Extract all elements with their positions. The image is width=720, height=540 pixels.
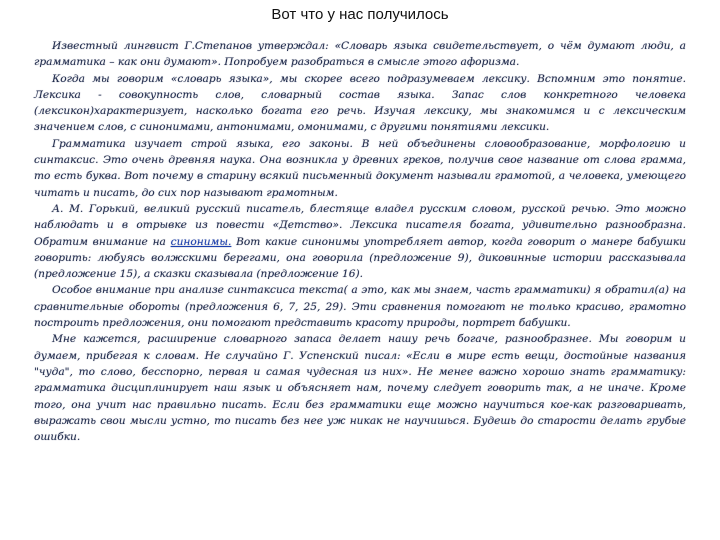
paragraph-4-before: А. М. Горький, великий русский писатель, блестяще владел русским словом, русской речью. Это можно наблюдать и в отрывке из повести «Детство». Лексика писателя богата, удивительно разнообразна. Обратим внимание на: [34, 202, 686, 248]
paragraph-2: Когда мы говорим «словарь языка», мы скорее всего подразумеваем лексику. Вспомним это понятие. Лексика - совокупность слов, словарный состав языка. Запас слов конкретного человека (лексикон)характеризует, насколько богата его речь. Изучая лексику, мы знакомимся и с лексическим значением слов, с синонимами, антонимами, омонимами, с другими понятиями лексики.: [34, 72, 686, 134]
paragraph-1: Известный лингвист Г.Степанов утверждал: «Словарь языка свидетельствует, о чём думают люди, а грамматика – как они думают». Попробуем разобраться в смысле этого афоризма.: [34, 40, 686, 69]
paragraph-4-after: Вот какие синонимы употребляет автор, когда говорит о манере бабушки говорить: любуясь волжскими берегами, она говорила (предложение 9), диковинные истории рассказывала (предложение 15), а сказки сказывала (предложение 16).: [34, 235, 687, 281]
synonyms-link[interactable]: синонимы.: [170, 235, 232, 248]
paragraph-5: Особое внимание при анализе синтаксиса текста( а это, как мы знаем, часть грамматики) я обратил(а) на сравнительные обороты (предложения 6, 7, 25, 29). Эти сравнения помогают не только красиво, грамотно построить предложения, они помогают представить красоту природы, портрет бабушки.: [34, 284, 686, 330]
paragraph-6: Мне кажется, расширение словарного запаса делает нашу речь богаче, разнообразнее. Мы говорим и думаем, прибегая к словам. Не случайно Г. Успенский писал: «Если в мире есть вещи, достойные названия "чуда", то слово, бесспорно, первая и самая чудесная из них». Не менее важно хорошо знать грамматику: грамматика дисциплинирует наш язык и объясняет нам, почему следует говорить так, а не иначе. Кроме того, она учит нас правильно писать. Если без грамматики еще можно научиться кое-как разговаривать, выражать свои мысли устно, то писать без нее уж никак не научишься. Будешь до старости делать грубые ошибки.: [34, 333, 686, 444]
slide-body: [34, 38, 686, 445]
slide-title: Вот что у нас получилось: [271, 6, 449, 23]
paragraph-3: Грамматика изучает строй языка, его законы. В ней объединены словообразование, морфологию и синтаксис. Это очень древняя наука. Она возникла у древних греков, получив свое название от слова грамма, то есть буква. Вот почему в старину всякий письменный документ называли грамотой, а человека, умеющего читать и писать, до сих пор называют грамотным.: [34, 137, 686, 199]
paragraph-4: [34, 201, 686, 282]
